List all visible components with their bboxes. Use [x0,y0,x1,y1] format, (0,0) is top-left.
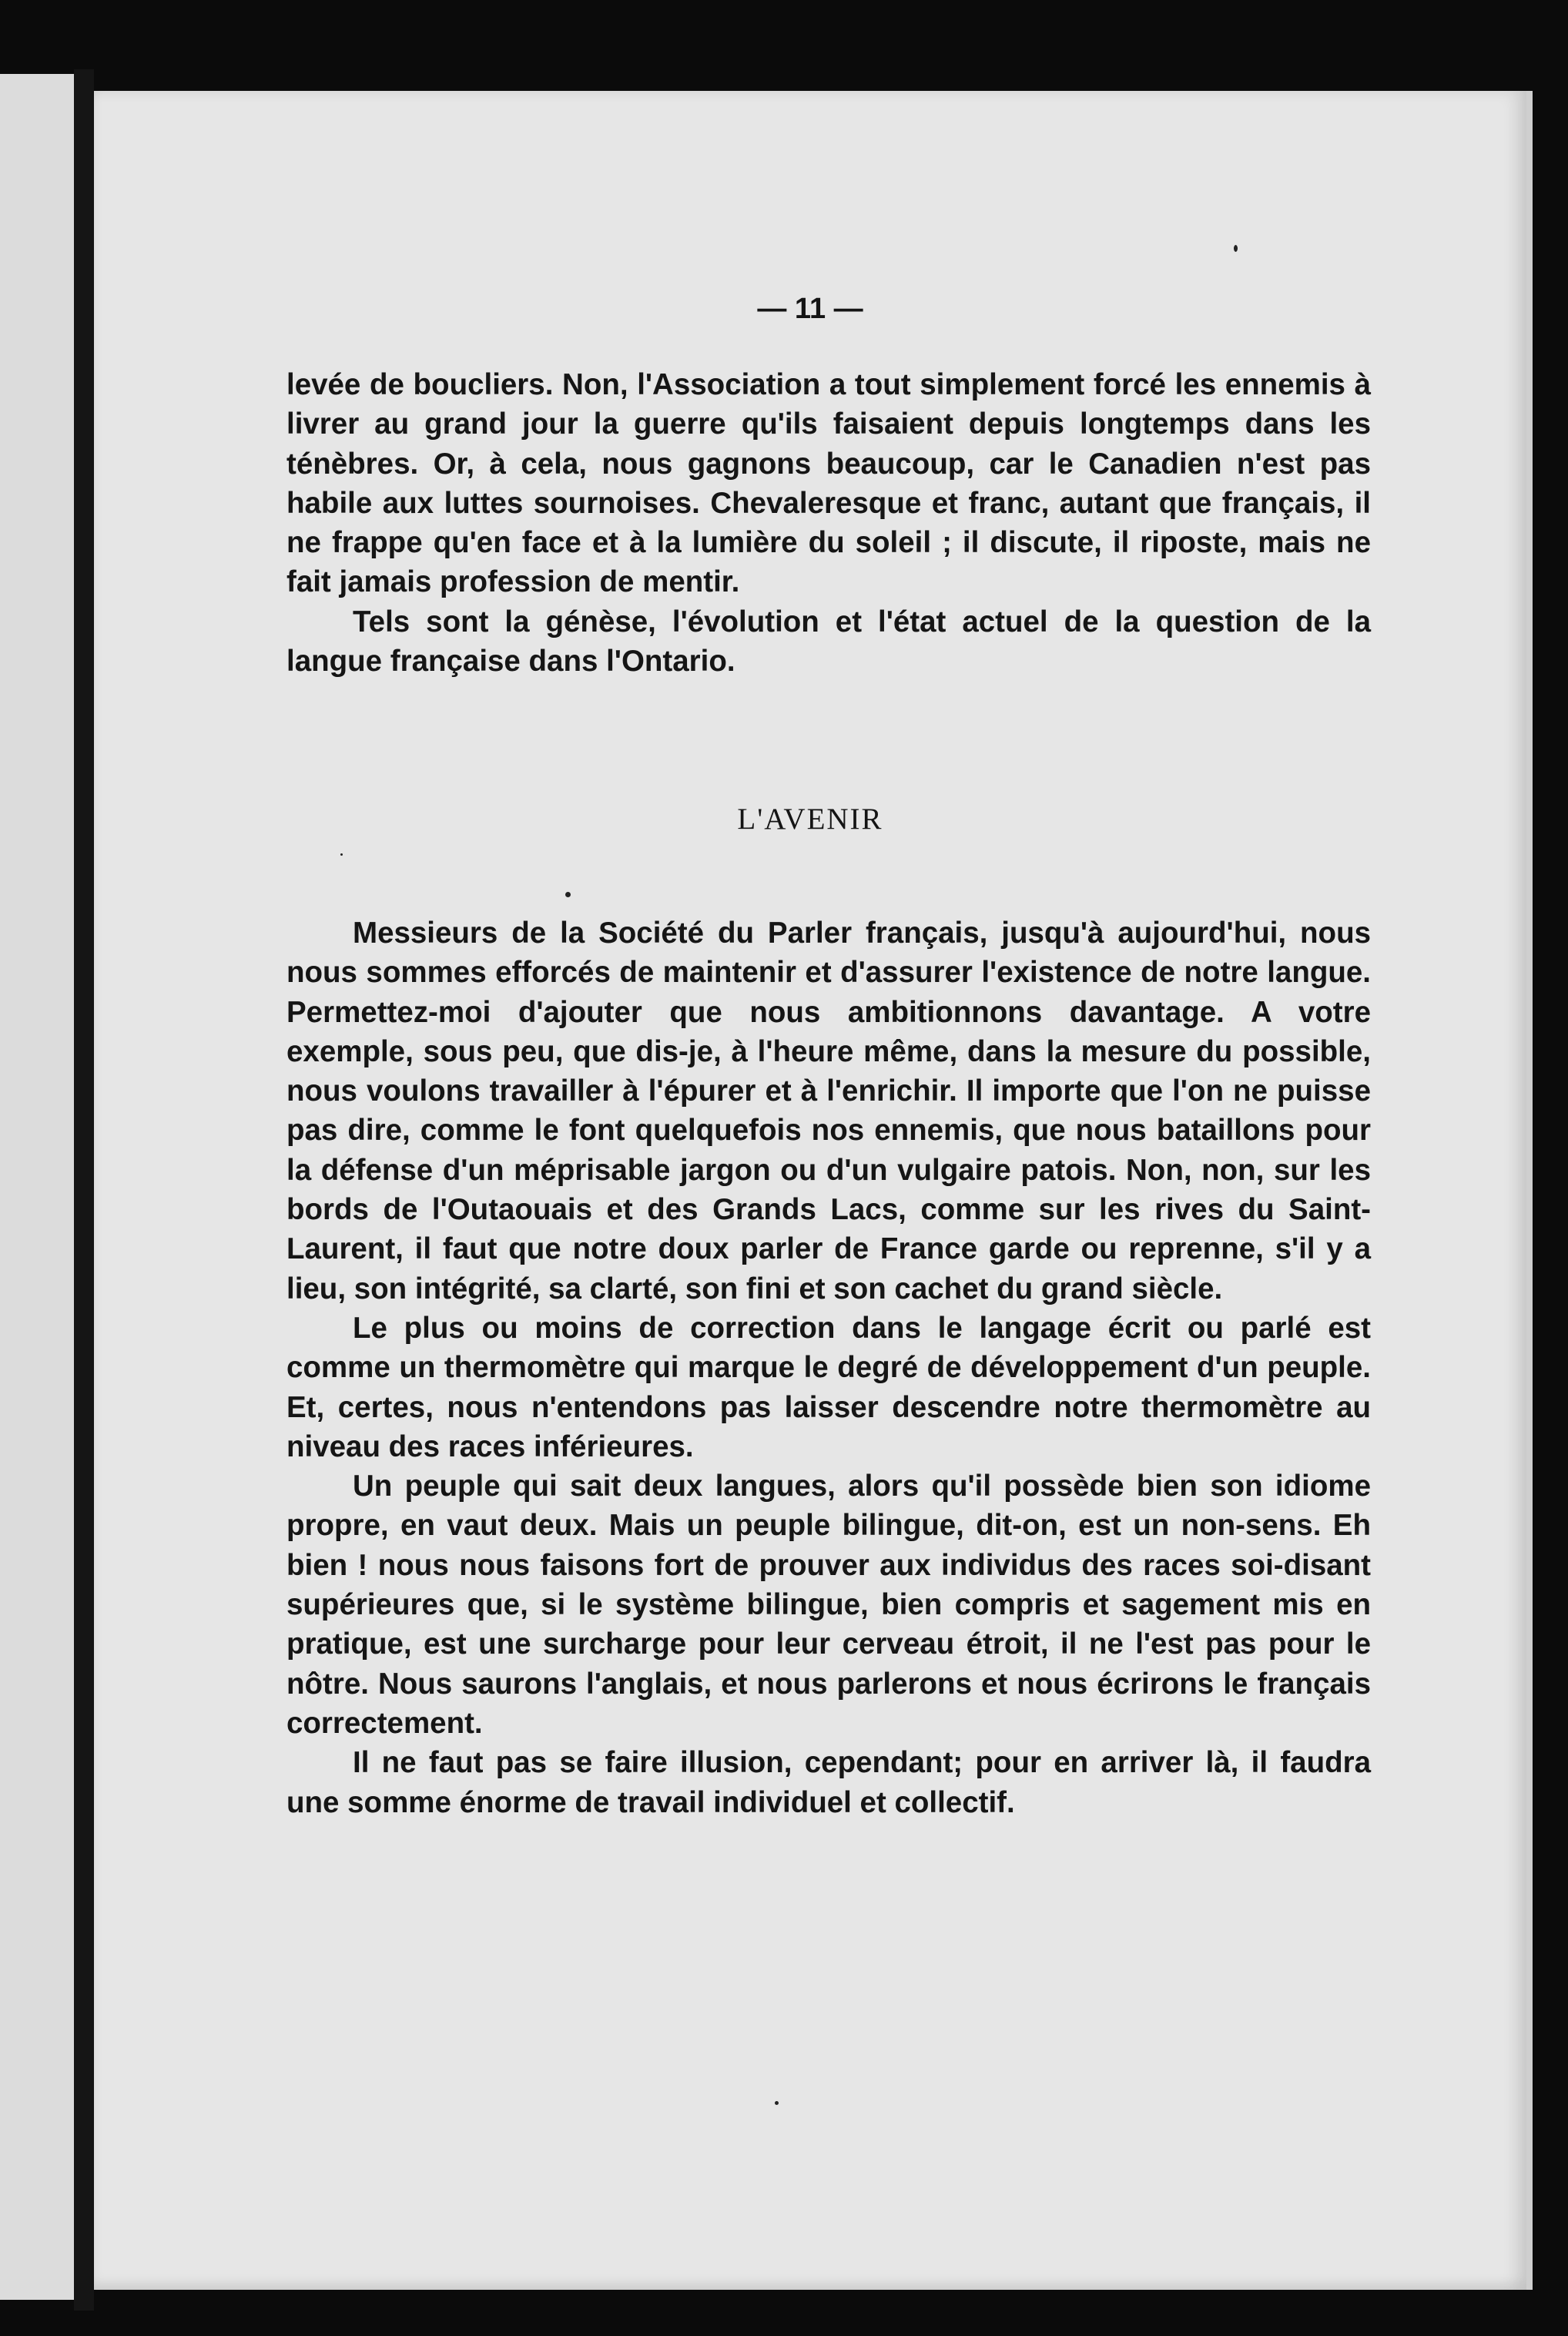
scan-speck [565,892,571,897]
page-number: — 11 — [757,293,863,325]
section-paragraph-4: Il ne faut pas se faire illusion, cependant; pour en arriver là, il faudra une somme énorme de travail individuel et collectif. [286,1746,1371,1819]
scanned-page [94,91,1526,2290]
upper-text-block [286,365,1371,681]
book-gutter [74,69,94,2311]
section-paragraph-1: Messieurs de la Société du Parler français, jusqu'à aujourd'hui, nous nous sommes efforcés de maintenir et d'assurer l'existence de notre langue. Permettez-moi d'ajouter que nous ambitionnons davantage. A votre exemple, sous peu, que dis-je, à l'heure même, dans la mesure du possible, nous voulons travailler à l'épurer et à l'enrichir. Il importe que l'on ne puisse pas dire, comme le font quelquefois nos ennemis, que nous bataillons pour la défense d'un méprisable jargon ou d'un vulgaire patois. Non, non, sur les bords de l'Outaouais et des Grands Lacs, comme sur les rives du Saint-Laurent, il faut que notre doux parler de France garde ou reprenne, s'il y a lieu, son intégrité, sa clarté, son fini et son cachet du grand siècle. [286,917,1371,1305]
section-paragraph-3: Un peuple qui sait deux langues, alors qu'il possède bien son idiome propre, en vaut deux. Mais un peuple bilingue, dit-on, est un non-sens. Eh bien ! nous nous faisons fort de prouver aux individus des races soi-disant supérieures que, si le système bilingue, bien compris et sagement mis en pratique, est une surcharge pour leur cerveau étroit, il ne l'est pas pour le nôtre. Nous saurons l'anglais, et nous parlerons et nous écrirons le français correctement. [286,1470,1371,1740]
summary-paragraph: Tels sont la génèse, l'évolution et l'état actuel de la question de la langue française dans l'Ontario. [286,605,1371,679]
section-body [286,913,1371,1822]
adjacent-page-edge [0,74,74,2300]
scan-speck [775,2101,779,2105]
scan-speck [1234,245,1238,252]
scan-speck [340,853,343,856]
continuation-paragraph: levée de boucliers. Non, l'Association a tout simplement forcé les ennemis à livrer au grand jour la guerre qu'ils faisaient depuis longtemps dans les ténèbres. Or, à cela, nous gagnons beaucoup, car le Canadien n'est pas habile aux luttes sournoises. Chevaleresque et franc, autant que français, il ne frappe qu'en face et à la lumière du soleil ; il discute, il riposte, mais ne fait jamais profession de mentir. [286,368,1371,599]
section-paragraph-2: Le plus ou moins de correction dans le langage écrit ou parlé est comme un thermomètre qui marque le degré de développement d'un peuple. Et, certes, nous n'entendons pas laisser descendre notre thermomètre au niveau des races inférieures. [286,1311,1371,1463]
section-heading: L'AVENIR [737,803,883,836]
